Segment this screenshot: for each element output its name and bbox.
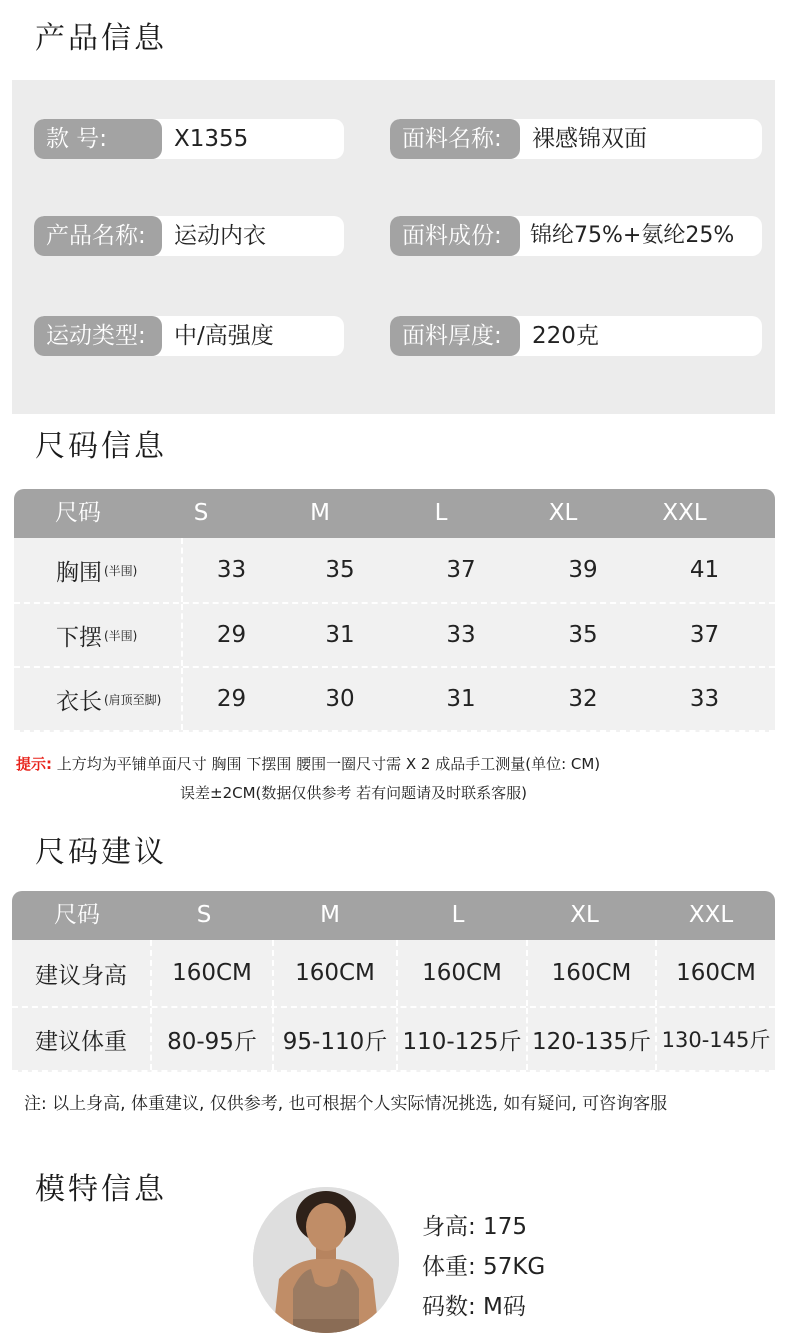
row-label <box>14 668 181 730</box>
row-label-note: (半围) <box>104 628 138 643</box>
model-weight: 体重: 57KG <box>422 1254 546 1280</box>
row-label <box>14 604 181 666</box>
tip-label: 提示: <box>16 755 52 773</box>
field-value: 运动内衣 <box>174 223 266 249</box>
table-cell: 29 <box>181 668 280 730</box>
model-illustration <box>253 1187 399 1333</box>
table-row <box>12 940 775 1006</box>
field-product-name <box>34 216 344 256</box>
model-size: 码数: M码 <box>422 1294 526 1320</box>
field-fabric-thickness <box>390 316 762 356</box>
header-cell: 尺码 <box>54 902 100 928</box>
field-label: 面料名称: <box>390 119 520 159</box>
header-cell: 尺码 <box>55 500 101 526</box>
field-style-number <box>34 119 344 159</box>
field-label: 面料厚度: <box>390 316 520 356</box>
table-row <box>14 538 775 602</box>
size-tip-line2: 误差±2CM(数据仅供参考 若有问题请及时联系客服) <box>180 784 528 802</box>
row-label-text: 衣长 <box>56 688 102 715</box>
header-cell: L <box>451 902 465 928</box>
table-cell: 37 <box>446 557 476 583</box>
table-cell: 160CM <box>150 940 272 1006</box>
field-label: 运动类型: <box>34 316 162 356</box>
model-height: 身高: 175 <box>422 1214 527 1240</box>
table-cell: 37 <box>689 622 720 648</box>
table-cell: 130-145斤 <box>655 1008 775 1070</box>
table-cell: 33 <box>181 538 280 602</box>
row-label-text: 下摆 <box>56 624 102 651</box>
row-label-note: (半围) <box>104 563 138 578</box>
header-cell: M <box>310 500 330 526</box>
table-cell: 35 <box>568 622 598 648</box>
row-label <box>14 538 181 602</box>
field-value: X1355 <box>174 126 249 152</box>
product-info-title: 产品信息 <box>35 21 167 56</box>
table-row <box>12 1006 775 1072</box>
table-cell: 95-110斤 <box>272 1008 396 1070</box>
field-fabric-name <box>390 119 762 159</box>
table-row <box>14 666 775 732</box>
size-advice-note: 注: 以上身高, 体重建议, 仅供参考, 也可根据个人实际情况挑选, 如有疑问, 可咨询客服 <box>24 1094 668 1114</box>
table-cell: 33 <box>446 622 476 648</box>
table-cell: 160CM <box>526 940 655 1006</box>
table-cell: 35 <box>325 557 355 583</box>
header-cell: XL <box>570 902 599 928</box>
table-cell: 120-135斤 <box>526 1008 655 1070</box>
product-info-panel <box>12 80 775 414</box>
field-fabric-composition <box>390 216 762 256</box>
table-row <box>14 602 775 666</box>
size-info-title: 尺码信息 <box>35 429 167 464</box>
size-tip-line1 <box>16 753 600 774</box>
table-cell: 32 <box>568 686 598 712</box>
table-header-row <box>12 891 775 940</box>
size-advice-table <box>12 891 775 1072</box>
table-header-row <box>14 489 775 538</box>
row-label-text: 胸围 <box>56 559 102 586</box>
header-cell: XXL <box>662 500 707 526</box>
table-cell: 31 <box>446 686 476 712</box>
table-cell: 33 <box>689 686 720 712</box>
header-cell: S <box>193 500 209 526</box>
table-cell: 31 <box>325 622 355 648</box>
field-value: 锦纶75%+氨纶25% <box>530 223 735 248</box>
field-value: 中/高强度 <box>174 323 274 349</box>
header-cell: XL <box>548 500 578 526</box>
table-cell: 29 <box>181 604 280 666</box>
size-advice-title: 尺码建议 <box>35 835 167 870</box>
row-label-note: (肩顶至脚) <box>104 692 162 707</box>
field-sport-type <box>34 316 344 356</box>
header-cell: L <box>434 500 448 526</box>
field-value: 裸感锦双面 <box>532 126 647 152</box>
model-photo <box>253 1187 399 1333</box>
field-label: 产品名称: <box>34 216 162 256</box>
header-cell: M <box>320 902 340 928</box>
header-cell: XXL <box>688 902 734 928</box>
table-cell: 41 <box>689 557 720 583</box>
size-info-table <box>14 489 775 732</box>
table-cell: 110-125斤 <box>396 1008 526 1070</box>
model-info-title: 模特信息 <box>35 1172 167 1207</box>
header-cell: S <box>196 902 212 928</box>
row-label: 建议身高 <box>35 962 127 989</box>
table-cell: 39 <box>568 557 598 583</box>
table-cell: 160CM <box>272 940 396 1006</box>
table-cell: 30 <box>325 686 355 712</box>
field-label: 款 号: <box>34 119 162 159</box>
field-value: 220克 <box>532 323 599 349</box>
row-label: 建议体重 <box>35 1028 127 1055</box>
field-label: 面料成份: <box>390 216 520 256</box>
table-cell: 80-95斤 <box>150 1008 272 1070</box>
table-cell: 160CM <box>396 940 526 1006</box>
tip-text: 上方均为平铺单面尺寸 胸围 下摆围 腰围一圈尺寸需 X 2 成品手工测量(单位: CM) <box>56 755 601 773</box>
table-cell: 160CM <box>655 940 775 1006</box>
